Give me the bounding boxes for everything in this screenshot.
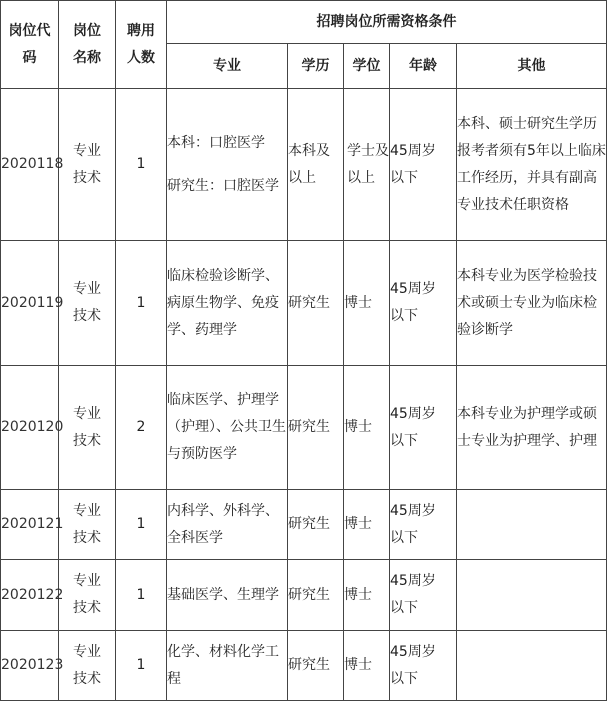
row-major: 化学、材料化学工程 — [167, 631, 288, 701]
header-code: 岗位代码 — [1, 1, 59, 89]
row-education: 研究生 — [288, 560, 344, 631]
row-count: 1 — [116, 631, 167, 701]
row-degree: 博士 — [344, 366, 390, 490]
row-other — [457, 490, 607, 560]
row-degree: 博士 — [344, 241, 390, 366]
row-other — [457, 560, 607, 631]
row-education: 研究生 — [288, 490, 344, 560]
row-education: 研究生 — [288, 366, 344, 490]
row-major: 临床检验诊断学、病原生物学、免疫学、药理学 — [167, 241, 288, 366]
row-age: 45周岁以下 — [390, 89, 457, 241]
row-education: 本科及以上 — [288, 89, 344, 241]
header-row-main — [1, 1, 607, 44]
header-other: 其他 — [457, 44, 607, 89]
row-age: 45周岁以下 — [390, 560, 457, 631]
row-code: 2020122 — [1, 560, 59, 631]
row-education: 研究生 — [288, 241, 344, 366]
table-row — [1, 241, 607, 366]
row-age: 45周岁以下 — [390, 631, 457, 701]
header-degree: 学位 — [344, 44, 390, 89]
row-major — [167, 89, 288, 241]
header-name: 岗位名称 — [59, 1, 116, 89]
table-row — [1, 366, 607, 490]
row-code: 2020121 — [1, 490, 59, 560]
row-education: 研究生 — [288, 631, 344, 701]
row-code: 2020123 — [1, 631, 59, 701]
row-name: 专业技术 — [59, 241, 116, 366]
row-major: 内科学、外科学、全科医学 — [167, 490, 288, 560]
row-count: 1 — [116, 89, 167, 241]
row-other — [457, 631, 607, 701]
row-age: 45周岁以下 — [390, 241, 457, 366]
table-row — [1, 631, 607, 701]
row-count: 2 — [116, 366, 167, 490]
table-row — [1, 560, 607, 631]
row-code: 2020119 — [1, 241, 59, 366]
row-degree: 博士 — [344, 560, 390, 631]
table-row — [1, 490, 607, 560]
header-education: 学历 — [288, 44, 344, 89]
row-count: 1 — [116, 241, 167, 366]
row-major-undergrad: 本科：口腔医学 — [167, 134, 265, 151]
header-count: 聘用人数 — [116, 1, 167, 89]
row-code: 2020118 — [1, 89, 59, 241]
row-other: 本科专业为护理学或硕士专业为护理学、护理 — [457, 366, 607, 490]
header-conditions: 招聘岗位所需资格条件 — [167, 1, 607, 44]
row-name: 专业技术 — [59, 490, 116, 560]
row-major-graduate: 研究生：口腔医学 — [167, 177, 279, 194]
header-age: 年龄 — [390, 44, 457, 89]
row-count: 1 — [116, 560, 167, 631]
row-count: 1 — [116, 490, 167, 560]
table-row — [1, 89, 607, 241]
row-name: 专业技术 — [59, 560, 116, 631]
row-code: 2020120 — [1, 366, 59, 490]
row-other: 本科、硕士研究生学历报考者须有5年以上临床工作经历，并具有副高专业技术任职资格 — [457, 89, 607, 241]
row-name: 专业技术 — [59, 89, 116, 241]
row-major: 基础医学、生理学 — [167, 560, 288, 631]
row-major: 临床医学、护理学（护理）、公共卫生与预防医学 — [167, 366, 288, 490]
row-other: 本科专业为医学检验技术或硕士专业为临床检验诊断学 — [457, 241, 607, 366]
row-name: 专业技术 — [59, 366, 116, 490]
row-degree: 学士及以上 — [344, 89, 390, 241]
row-age: 45周岁以下 — [390, 490, 457, 560]
row-degree: 博士 — [344, 490, 390, 560]
row-name: 专业技术 — [59, 631, 116, 701]
row-degree: 博士 — [344, 631, 390, 701]
header-major: 专业 — [167, 44, 288, 89]
row-age: 45周岁以下 — [390, 366, 457, 490]
